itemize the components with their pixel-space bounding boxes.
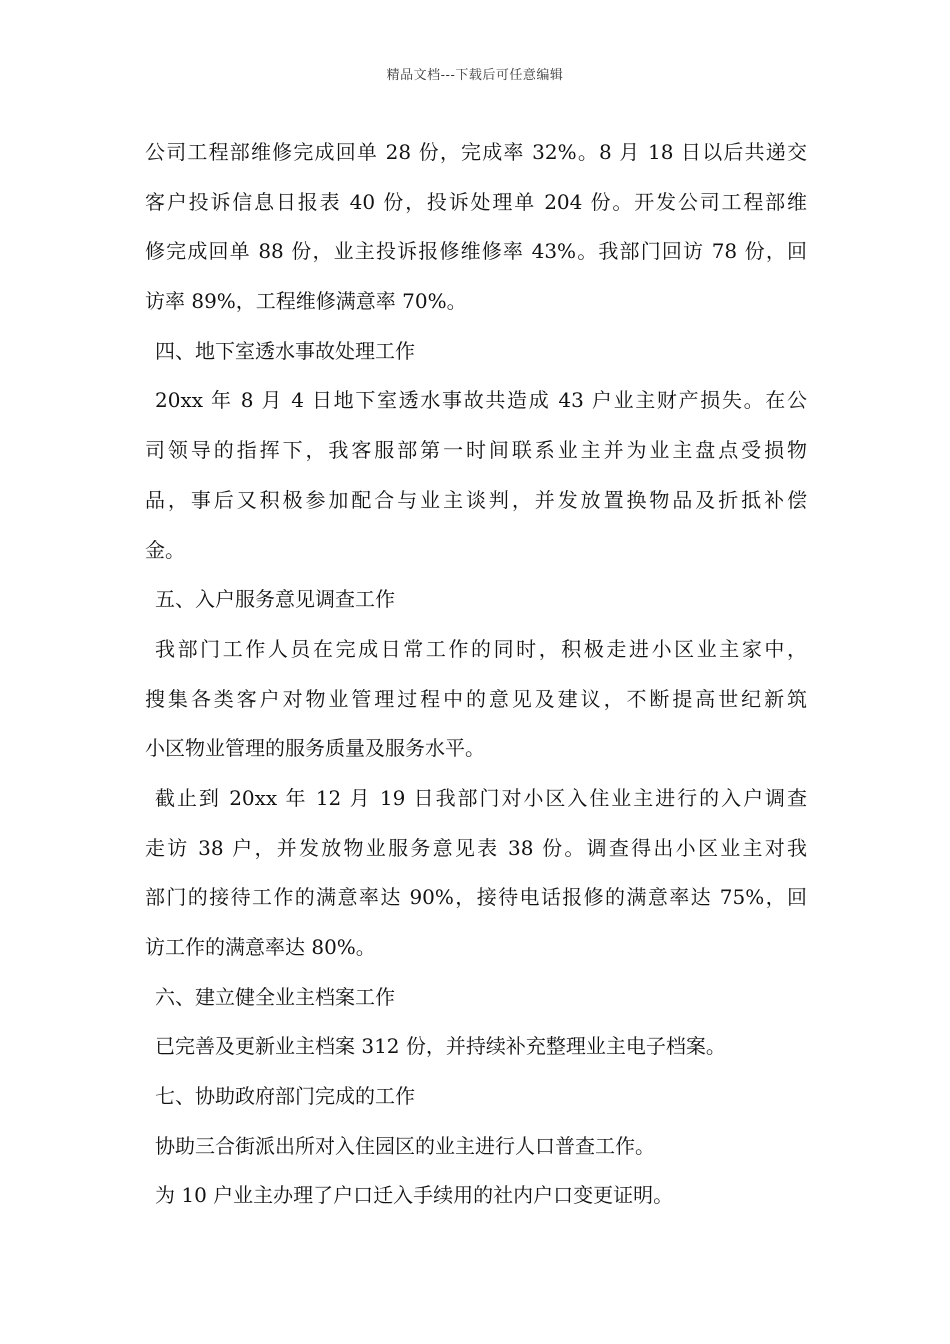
text-line: 七、协助政府部门完成的工作 bbox=[155, 1084, 415, 1109]
text-line: 司领导的指挥下，我客服部第一时间联系业主并为业主盘点受损物 bbox=[145, 438, 807, 463]
text-line: 五、入户服务意见调查工作 bbox=[155, 587, 395, 612]
text-line: 品，事后又积极参加配合与业主谈判，并发放置换物品及折抵补偿 bbox=[145, 487, 807, 512]
text-line: 公司工程部维修完成回单 28 份，完成率 32%。8 月 18 日以后共递交 bbox=[145, 140, 807, 164]
text-line: 为 10 户业主办理了户口迁入手续用的社内户口变更证明。 bbox=[155, 1183, 674, 1208]
text-line: 修完成回单 88 份，业主投诉报修维修率 43%。我部门回访 78 份，回 bbox=[145, 239, 807, 264]
text-line: 已完善及更新业主档案 312 份，并持续补充整理业主电子档案。 bbox=[155, 1034, 726, 1059]
text-line: 我部门工作人员在完成日常工作的同时，积极走进小区业主家中， bbox=[155, 636, 807, 661]
text-line: 20xx 年 8 月 4 日地下室透水事故共造成 43 户业主财产损失。在公 bbox=[155, 388, 807, 413]
text-line: 走访 38 户，并发放物业服务意见表 38 份。调查得出小区业主对我 bbox=[145, 835, 807, 860]
document-body bbox=[145, 128, 807, 1221]
text-line: 协助三合街派出所对入住园区的业主进行人口普查工作。 bbox=[155, 1133, 655, 1158]
text-line: 四、地下室透水事故处理工作 bbox=[155, 338, 415, 363]
text-line: 访率 89%，工程维修满意率 70%。 bbox=[145, 289, 467, 314]
text-line: 截止到 20xx 年 12 月 19 日我部门对小区入住业主进行的入户调查 bbox=[155, 785, 807, 810]
text-line: 金。 bbox=[145, 537, 185, 562]
text-line: 客户投诉信息日报表 40 份，投诉处理单 204 份。开发公司工程部维 bbox=[145, 189, 807, 214]
text-line: 六、建立健全业主档案工作 bbox=[155, 984, 395, 1009]
text-line: 小区物业管理的服务质量及服务水平。 bbox=[145, 736, 485, 761]
text-line: 访工作的满意率达 80%。 bbox=[145, 935, 376, 959]
text-line: 搜集各类客户对物业管理过程中的意见及建议，不断提高世纪新筑 bbox=[145, 686, 807, 711]
page-header: 精品文档---下载后可任意编辑 bbox=[386, 68, 564, 83]
text-line: 部门的接待工作的满意率达 90%，接待电话报修的满意率达 75%，回 bbox=[145, 885, 807, 910]
